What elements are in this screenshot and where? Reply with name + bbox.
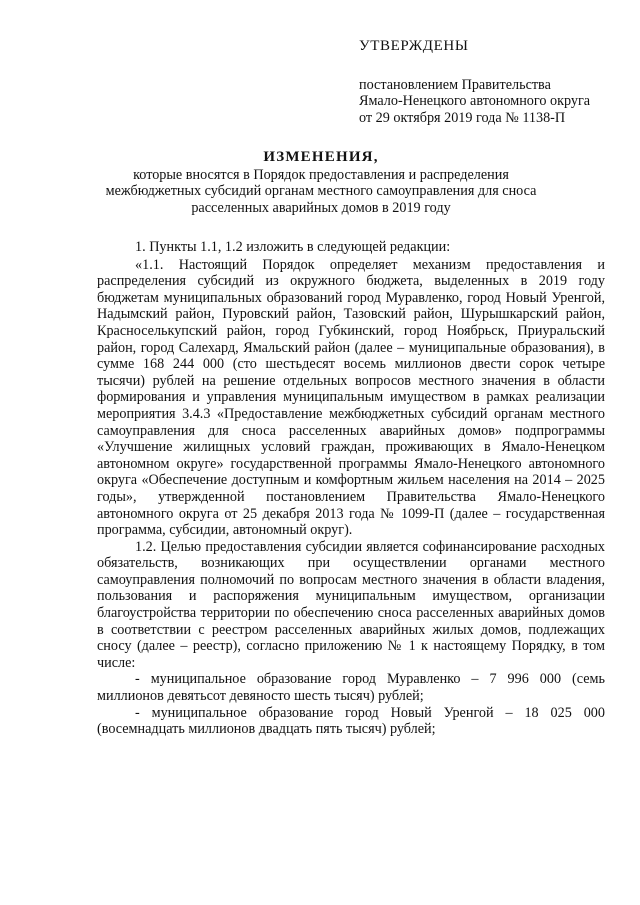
paragraph-1-2: 1.2. Целью предоставления субсидии является софинансирование расходных обязательств, возникающих при осуществлении органами местного самоуправления полномочий по вопросам местного значения в области владения, пользования и распоряжения муниципальным имуществом, организации благоустройства территории по обеспечению сноса расселенных аварийных домов в соответствии с реестром расселенных аварийных жилых домов, подлежащих сносу (далее – реестр), согласно приложению № 1 к настоящему Порядку, в том числе: (97, 538, 605, 671)
document-title: ИЗМЕНЕНИЯ, (263, 149, 379, 165)
approval-line-2: Ямало-Ненецкого автономного округа (359, 93, 591, 110)
approval-title: УТВЕРЖДЕНЫ (359, 38, 469, 54)
document-subtitle: которые вносятся в Порядок предоставления и распределения межбюджетных субсидий органам местного самоуправления для сноса расселенных аварийных домов в 2019 году (105, 166, 537, 216)
bullet-muravlenko: - муниципальное образование город Муравленко – 7 996 000 (семь миллионов девятьсот девяносто шесть тысяч) рублей; (97, 671, 605, 705)
document-heading (100, 149, 542, 216)
document-body (97, 239, 605, 738)
bullet-novy-urengoy: - муниципальное образование город Новый Уренгой – 18 025 000 (восемнадцать миллионов двадцать пять тысяч) рублей; (97, 704, 605, 738)
paragraph-1-1: «1.1. Настоящий Порядок определяет механизм предоставления и распределения субсидий из окружного бюджета, выделенных в 2019 году бюджетам муниципальных образований город Муравленко, город Новый Уренгой, Надымский район, Пуровский район, Тазовский район, Шурышкарский район, Красноселькупский район, город Губкинский, город Ноябрьск, Приуральский район, город Салехард, Ямальский район (далее – муниципальные образования), в сумме 168 244 000 (сто шестьдесят восемь миллионов двести сорок четыре тысячи) рублей на решение отдельных вопросов местного значения в области формирования и управления муниципальным имуществом в рамках реализации мероприятия 3.4.3 «Предоставление межбюджетных субсидий органам местного самоуправления для сноса расселенных аварийных домов» подпрограммы «Улучшение жилищных условий граждан, проживающих в Ямало-Ненецком автономном округе» государственной программы Ямало-Ненецкого автономного округа «Обеспечение доступным и комфортным жильем населения на 2014 – 2025 годы», утвержденной постановлением Правительства Ямало-Ненецкого автономного округа от 25 декабря 2013 года № 1099-П (далее – государственная программа, субсидии, автономный округ). (97, 256, 605, 539)
approval-line-3: от 29 октября 2019 года № 1138-П (359, 109, 566, 126)
item-1: 1. Пункты 1.1, 1.2 изложить в следующей редакции: (135, 239, 451, 255)
approval-block (359, 38, 619, 126)
approval-line-1: постановлением Правительства (359, 76, 551, 93)
